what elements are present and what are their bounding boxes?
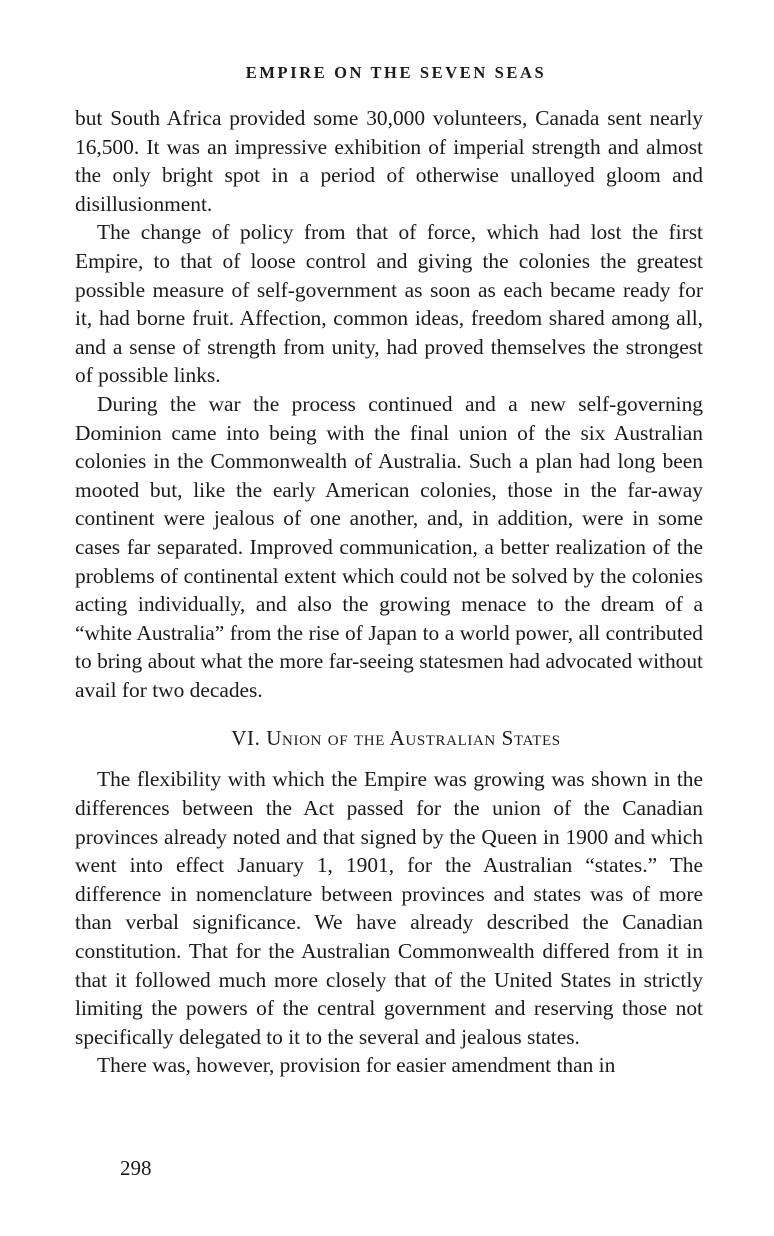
section-heading: VI. Union of the Australian States	[231, 726, 561, 751]
body-paragraph: The flexibility with which the Empire was growing was shown in the differences between the Act passed for the union of the Canadian provinces already noted and that signed by the Queen in 1900 and which went into effect January 1, 1901, for the Australian “states.” The difference in nomenclature between provinces and states was of more than verbal significance. We have already described the Canadian constitution. That for the Australian Commonwealth differed from it in that it followed much more closely that of the United States in strictly limiting the powers of the central government and reserving those not specifically delegated to it to the several and jealous states.	[75, 767, 703, 1049]
book-page	[75, 62, 703, 1080]
body-paragraph: During the war the process continued and a new self-governing Dominion came into being with the final union of the six Australian colonies in the Commonwealth of Australia. Such a plan had long been mooted but, like the early American colonies, those in the far-away continent were jealous of one another, and, in addition, were in some cases far separated. Improved communication, a better realization of the problems of continental extent which could not be solved by the colonies acting individually, and also the growing menace to the dream of a “white Australia” from the rise of Japan to a world power, all contributed to bring about what the more far-seeing statesmen had advocated without avail for two decades.	[75, 391, 703, 702]
body-paragraph: There was, however, provision for easier amendment than in	[97, 1053, 616, 1078]
body-paragraph: The change of policy from that of force, which had lost the first Empire, to that of loose control and giving the colonies the greatest possible measure of self-government as soon as each became ready for it, had borne fruit. Affection, common ideas, freedom shared among all, and a sense of strength from unity, had proved themselves the strongest of possible links.	[75, 220, 703, 388]
page-number: 298	[120, 1156, 152, 1180]
body-paragraph: but South Africa provided some 30,000 volunteers, Canada sent nearly 16,500. It was an impressive exhibition of imperial strength and almost the only bright spot in a period of otherwise unalloyed gloom and disillusionment.	[75, 106, 703, 216]
running-title: EMPIRE ON THE SEVEN SEAS	[245, 63, 547, 82]
